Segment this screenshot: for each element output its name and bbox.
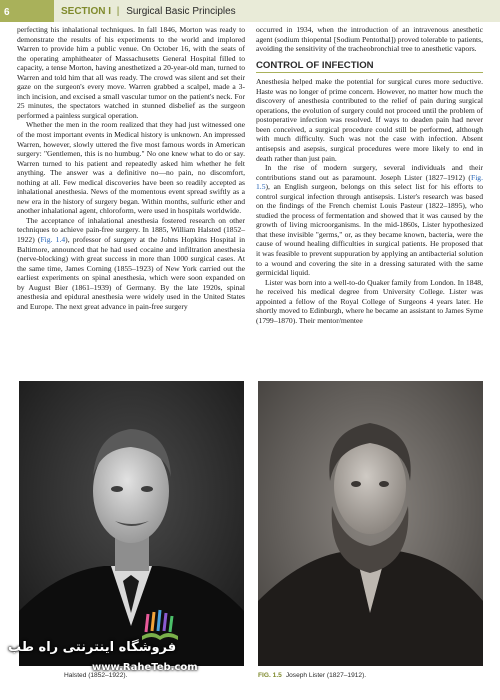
paragraph: Whether the men in the room realized that they had just witnessed one of the most important events in Medical history is unknown. An impressed Warren, however, slowly uttered the five most famous words in American surgery: "Gentlemen, this is no humbug." No one knew what to do or say. Warren turned to his patient and repeatedly asked him whether he felt anything. The answer was a definitive no—no pain, no discomfort, nothing at all. Few medical discoveries have been so readily accepted as inhalational anesthesia. News of the momentous event spread swiftly as a new era in the history of surgery began. Within months, sulfuric ether and another inhalational agent, chloroform, were used in hospitals worldwide. xyxy=(17,120,245,216)
paragraph-with-figure-ref: In the rise of modern surgery, several individuals and their contributions stand out as paramount. Joseph Lister (1827–1912) (Fig. 1.5), an English surgeon, belongs on this select list for his efforts to control surgical infection through antisepsis. Lister's research was based on the findings of the French chemist Louis Pasteur (1822–1895), who studied the process of fermentation and showed that it was caused by the growth of living microorganisms. In the mid-1860s, Lister hypothesized that these invisible "germs," or, as they became known, bacteria, were the cause of wound healing difficulties in surgical patients. He proposed that it was feasible to prevent suppuration by applying an antibacterial solution to a wound and covering the site in a dressing saturated with the same germicidal liquid. xyxy=(256,163,483,278)
left-text-column xyxy=(17,25,245,311)
book-logo-icon xyxy=(138,606,182,644)
watermark-persian-text: فروشگاه اینترنتی راه طب xyxy=(8,640,177,655)
figure-caption xyxy=(258,672,366,679)
section-label: SECTION I xyxy=(61,6,112,17)
watermark-url: www.RaheTeb.com xyxy=(92,662,198,673)
paragraph: Anesthesia helped make the potential for surgical cures more seductive. Haste was no longer of prime concern. However, no matter how much the discovery of anesthesia contributed to the relief of pain during surgical operations, the evolution of surgery could not proceed until the problem of postoperative infection was resolved. If ways to deaden pain had never been conceived, a surgical procedure could still be performed, although with much difficulty. Such was not the case with infection. Absent antisepsis and asepsis, surgical procedures were more likely to end in death rather than just pain. xyxy=(256,77,483,163)
paragraph: Lister was born into a well-to-do Quaker family from London. In 1848, he received his medical degree from University College. Lister was appointed a fellow of the Royal College of Surgeons 4 years later. He shortly moved to Edinburgh, where he became an assistant to James Syme (1799–1870). Their mentor/mentee xyxy=(256,277,483,325)
section-title: Surgical Basic Principles xyxy=(126,6,236,17)
page-header xyxy=(0,0,500,22)
paragraph: perfecting his inhalational techniques. In fall 1846, Morton was ready to demonstrate the results of his experiments to the world and implored Warren to provide him a public venue. On October 16, with the seats of the operating amphitheater of Massachusetts General Hospital filled to capacity, a tense Morton, having anesthetized a 20-year-old man, turned to Warren and told him that all was ready. The crowd was silent and set their gaze on the surgeon's every move. Warren grabbed a scalpel, made a 3-inch incision, and excised a small vascular tumor on the patient's neck. For 25 minutes, the spectators watched in stunned disbelief as the surgeon performed a painless surgical operation. xyxy=(17,25,245,120)
running-head xyxy=(61,6,236,17)
page-number: 6 xyxy=(0,0,54,22)
figure-caption-partial: Halsted (1852–1922). xyxy=(64,672,128,679)
paragraph: occurred in 1934, when the introduction of an intravenous anesthetic agent (sodium thiopental [Sodium Pentothal]) proved tolerable to patients, avoiding the sensitivity of the tracheobronchial tree to anesthetic vapors. xyxy=(256,25,483,54)
watermark xyxy=(0,606,240,682)
figure-link[interactable]: Fig. 1.4 xyxy=(40,235,66,245)
right-text-column xyxy=(256,25,483,325)
paragraph-with-figure-ref: The acceptance of inhalational anesthesia fostered research on other techniques to achieve pain-free surgery. In 1885, William Halsted (1852–1922) (Fig. 1.4), professor of surgery at the Johns Hopkins Hospital in Baltimore, announced that he had used cocaine and infiltration anesthesia (nerve-blocking) with great success in more than 1000 surgical cases. At the same time, James Corning (1855–1923) of New York carried out the earliest experiments on spinal anesthesia, which were soon expanded on by August Bier (1861–1939) of Germany. By the late 1920s, spinal anesthesia and epidural anesthesia were widely used in the United States and Europe. The next great advance in pain-free surgery xyxy=(17,215,245,311)
figure-link[interactable]: Fig. 1.5 xyxy=(256,172,483,192)
section-heading: CONTROL OF INFECTION xyxy=(256,61,483,74)
figure-label: FIG. 1.5 xyxy=(258,672,282,679)
separator: | xyxy=(116,6,120,17)
figure-caption-text: Joseph Lister (1827–1912). xyxy=(285,672,367,679)
portrait-illustration xyxy=(258,381,483,666)
lister-portrait-photo xyxy=(258,381,483,666)
